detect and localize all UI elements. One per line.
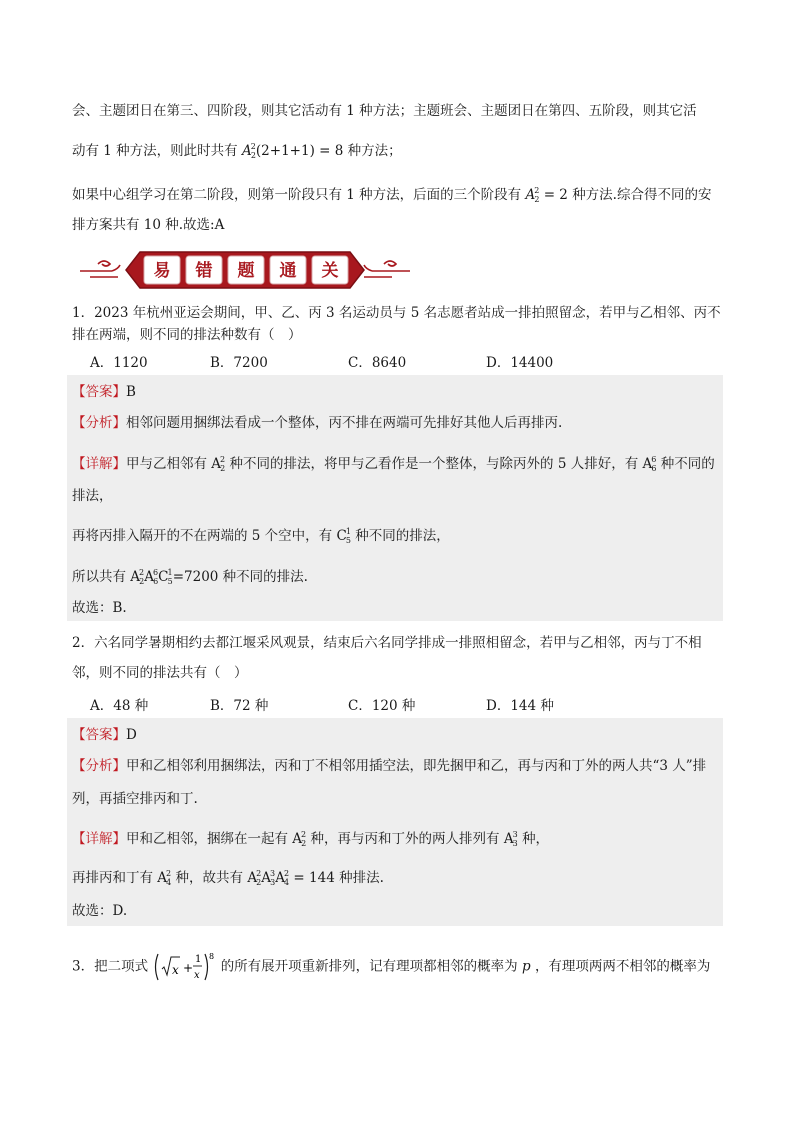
- q2-option-c: C．120 种: [348, 698, 416, 714]
- q2-option-d: D．144 种: [486, 698, 554, 714]
- q1-detail-line-2: 排法，: [72, 488, 113, 504]
- banner-char-1: 易: [153, 261, 171, 281]
- q2-answer: 【答案】D: [72, 727, 137, 743]
- q2-stem-line-2: 邻，则不同的排法共有（ ）: [72, 665, 248, 681]
- svg-text:1: 1: [195, 954, 202, 965]
- q2-option-b: B．72 种: [210, 698, 269, 714]
- q3-stem-line-1: 3．把二项式 x + 1 x 8 的所有展开项重新排列，记有理项都相邻的概率为 p ，有理项两两不相邻的概率为: [72, 950, 710, 984]
- banner-char-5: 关: [321, 261, 339, 281]
- svg-text:8: 8: [209, 952, 215, 961]
- banner-char-3: 题: [237, 261, 255, 281]
- q2-option-a: A．48 种: [90, 698, 149, 714]
- section-banner: [72, 244, 418, 292]
- banner-char-2: 错: [195, 261, 213, 281]
- q2-analysis-line-1: 【分析】甲和乙相邻利用捆绑法，丙和丁不相邻用插空法，即先捆甲和乙，再与丙和丁外的两人共“3 人”排: [72, 758, 707, 774]
- banner-char-4: 通: [279, 261, 297, 281]
- q1-detail-line-1: 【详解】甲与乙相邻有 $A^2_2$ 种不同的排法，将甲与乙看作是一个整体，与除丙外的 5 人排好，有 $A^6_6$ 种不同的: [72, 455, 715, 473]
- q1-option-a: A．1120: [90, 355, 148, 371]
- q1-option-c: C．8640: [348, 355, 407, 371]
- intro-line-4: 排方案共有 10 种.故选:A: [72, 217, 225, 233]
- q2-detail-line-2: 再排丙和丁有 $A^2_4$ 种，故共有 $A^2_2A^3_3A^2_4 = 144$ 种排法.: [72, 869, 384, 887]
- q1-analysis: 【分析】相邻问题用捆绑法看成一个整体，丙不排在两端可先排好其他人后再排丙.: [72, 415, 563, 431]
- q1-detail-line-4: 所以共有 $A^2_2A^6_6C^1_5=7200$ 种不同的排法.: [72, 568, 308, 586]
- q1-answer: 【答案】B: [72, 384, 136, 400]
- q2-solution-box: [67, 718, 723, 926]
- q1-stem-line-1: 1．2023 年杭州亚运会期间，甲、乙、丙 3 名运动员与 5 名志愿者站成一排拍照留念，若甲与乙相邻、丙不: [72, 305, 721, 321]
- svg-text:x: x: [194, 970, 201, 981]
- q2-detail-line-1: 【详解】甲和乙相邻，捆绑在一起有 $A^2_2$ 种，再与丙和丁外的两人排列有 $A^3_3$ 种，: [72, 830, 550, 848]
- q1-option-b: B．7200: [210, 355, 268, 371]
- intro-line-3: 如果中心组学习在第二阶段，则第一阶段只有 1 种方法，后面的三个阶段有 $A^2_2 = 2$ 种方法.综合得不同的安: [72, 186, 712, 204]
- q1-stem-line-2: 排在两端，则不同的排法种数有（ ）: [72, 327, 302, 343]
- q2-stem-line-1: 2．六名同学暑期相约去都江堰采风观景，结束后六名同学排成一排照相留念，若甲与乙相邻，丙与丁不相: [72, 635, 702, 651]
- q1-detail-line-3: 再将丙排入隔开的不在两端的 5 个空中，有 $C^1_5$ 种不同的排法，: [72, 527, 450, 545]
- svg-text:x: x: [172, 963, 180, 977]
- q2-conclusion: 故选：D.: [72, 903, 128, 919]
- intro-line-2: 动有 1 种方法，则此时共有 $A^2_2(2+1+1) = 8$ 种方法；: [72, 142, 402, 160]
- q1-conclusion: 故选：B.: [72, 600, 127, 616]
- intro-line-1: 会、主题团日在第三、四阶段，则其它活动有 1 种方法；主题班会、主题团日在第四、五阶段，则其它活: [72, 103, 697, 119]
- svg-text:+: +: [183, 961, 194, 975]
- q2-analysis-line-2: 列，再插空排丙和丁.: [72, 791, 198, 807]
- binomial-expression: [152, 950, 216, 984]
- q1-option-d: D．14400: [486, 355, 554, 371]
